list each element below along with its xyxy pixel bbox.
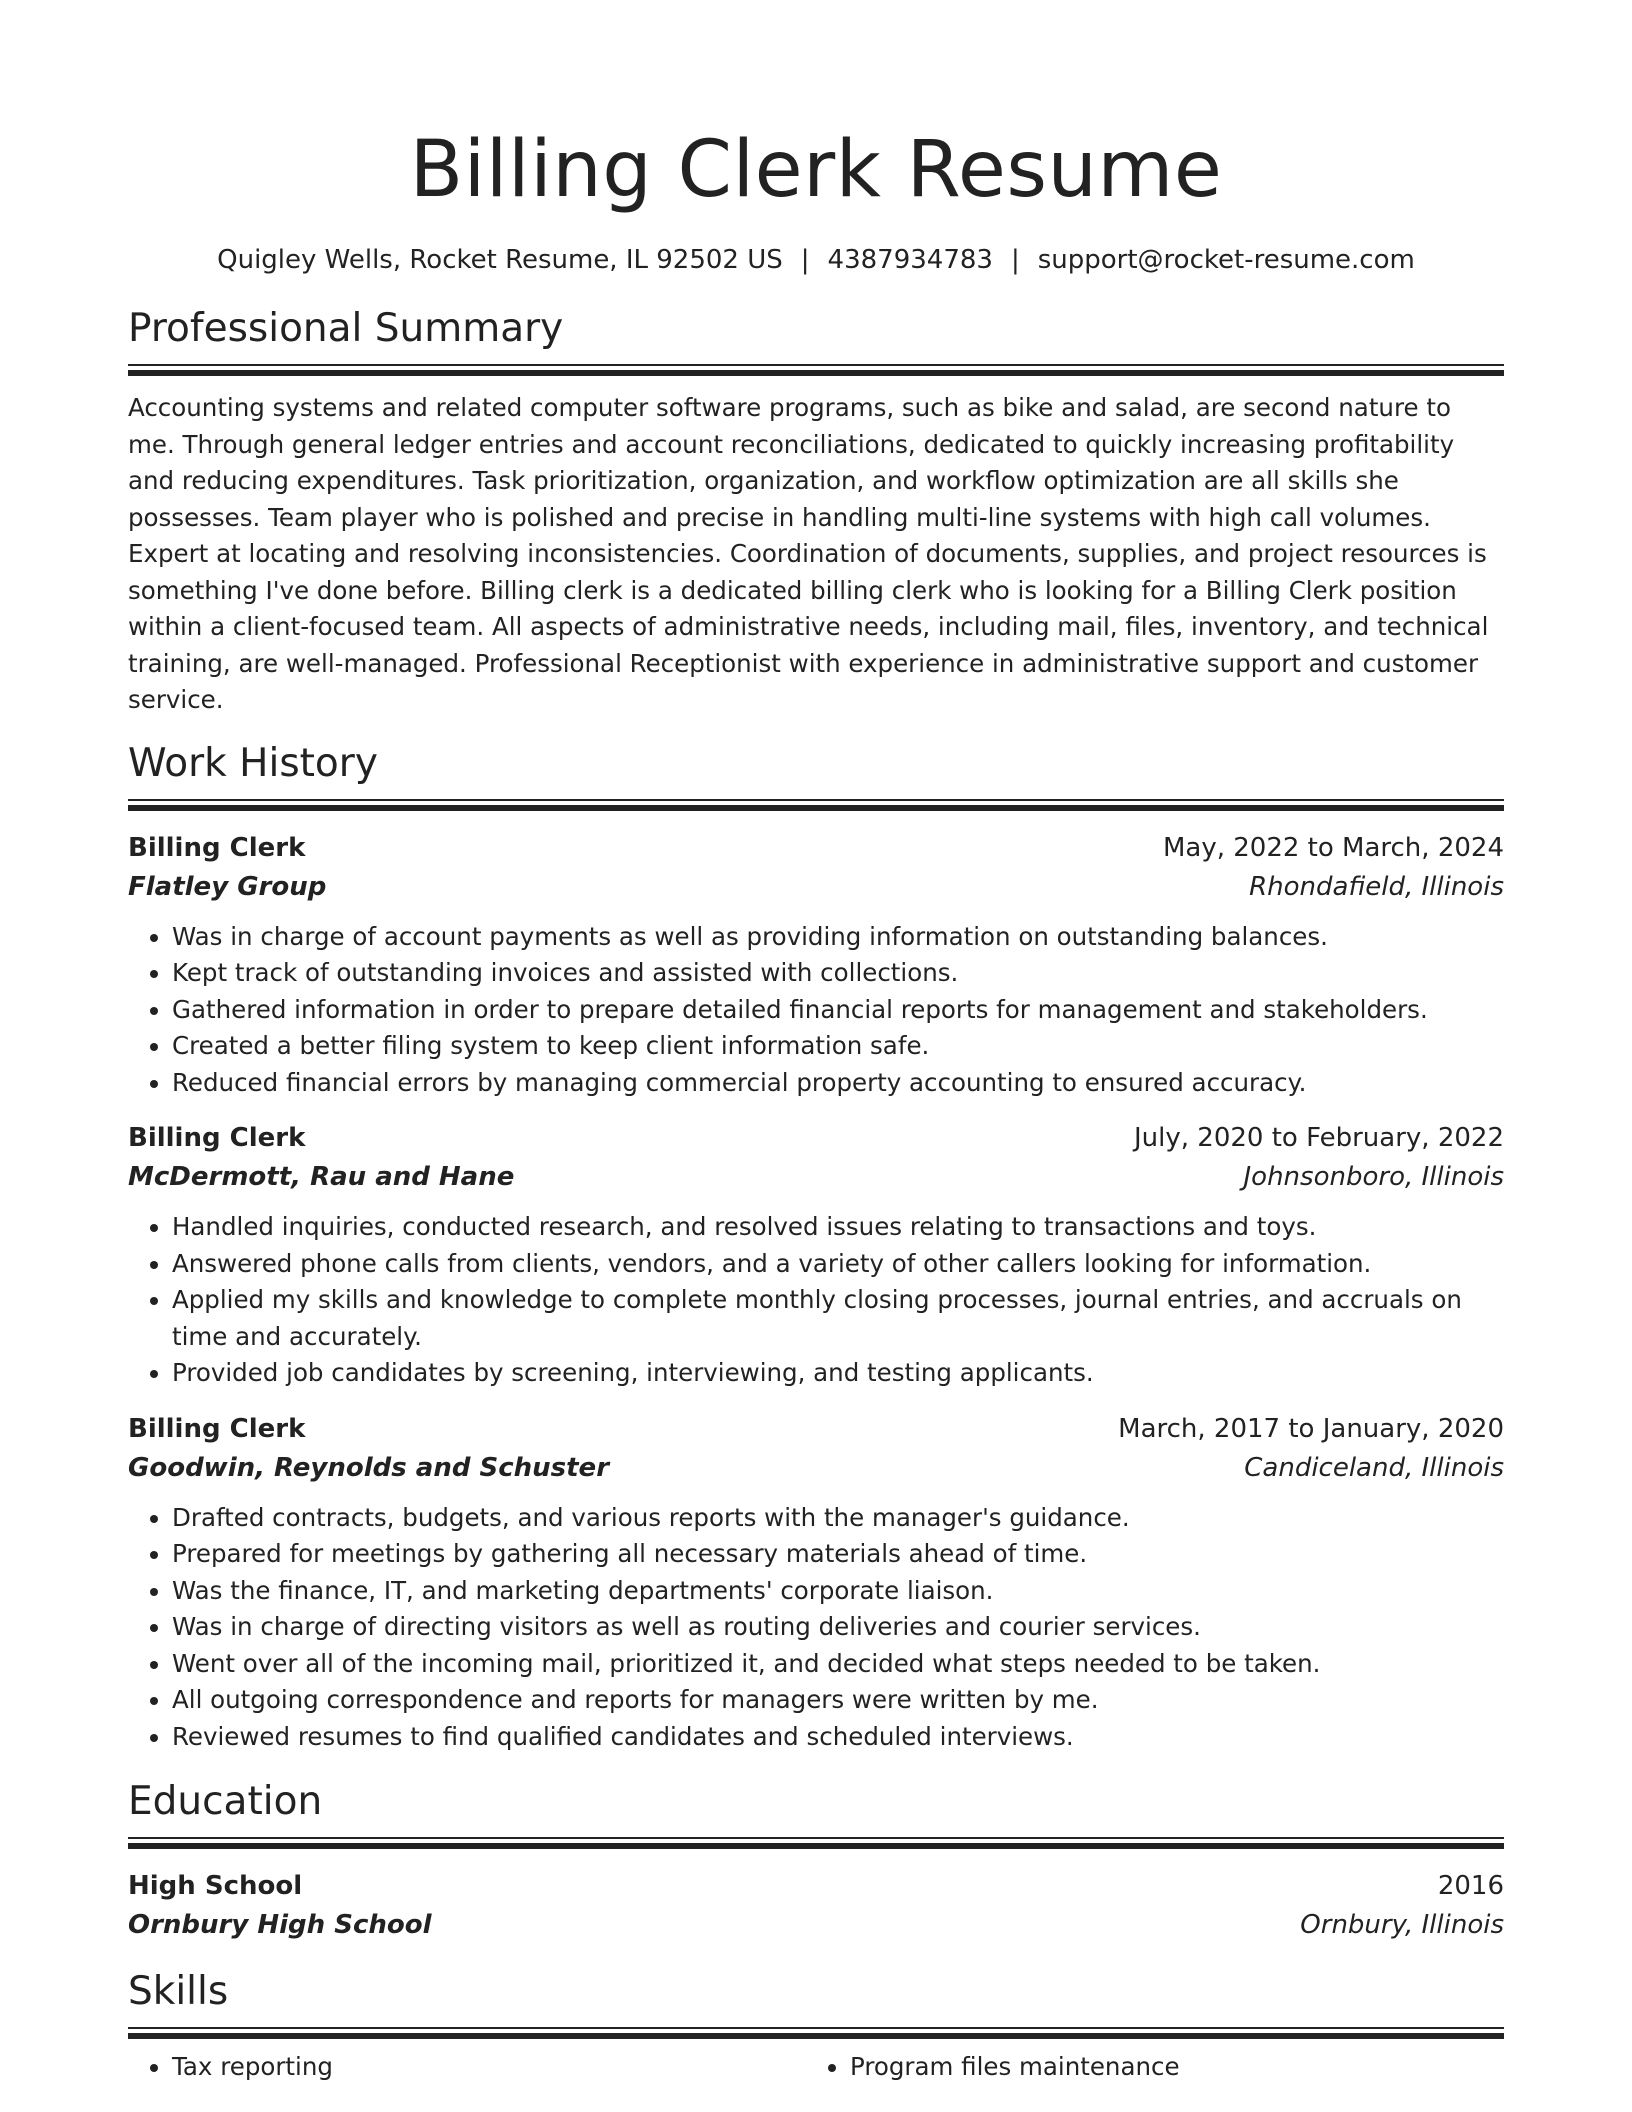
- job-employer: Goodwin, Reynolds and Schuster: [128, 1452, 610, 1483]
- skill-item: • Tax reporting: [172, 2049, 806, 2086]
- contact-email: support@rocket-resume.com: [1037, 245, 1415, 275]
- job-header-row: [128, 1410, 1504, 1449]
- section-divider: [128, 364, 1504, 376]
- job-entry: [128, 1410, 1504, 1756]
- education-school: Ornbury High School: [128, 1910, 432, 1940]
- job-bullet: • Kept track of outstanding invoices and assisted with collections.: [172, 955, 1504, 992]
- section-divider: [128, 1837, 1504, 1849]
- resume-title: Billing Clerk Resume: [409, 125, 1223, 215]
- education-row: [128, 1867, 1504, 1906]
- job-bullet: • Reduced financial errors by managing commercial property accounting to ensured accuracy.: [172, 1065, 1504, 1102]
- job-entry: [128, 1119, 1504, 1392]
- job-bullet: • Created a better filing system to keep client information safe.: [172, 1028, 1504, 1065]
- job-employer: McDermott, Rau and Hane: [128, 1162, 515, 1192]
- education-year: 2016: [1437, 1871, 1504, 1901]
- job-dates: July, 2020 to February, 2022: [1134, 1123, 1504, 1153]
- job-bullet: • Reviewed resumes to find qualified candidates and scheduled interviews.: [172, 1719, 1504, 1756]
- job-dates: March, 2017 to January, 2020: [1118, 1413, 1504, 1444]
- job-dates: May, 2022 to March, 2024: [1162, 832, 1504, 863]
- contact-line: [128, 242, 1504, 278]
- education-entry: [128, 1867, 1504, 1945]
- job-entry: [128, 829, 1504, 1102]
- education-location: Ornbury, Illinois: [1300, 1910, 1504, 1940]
- section-heading-education: Education: [128, 1779, 323, 1824]
- job-title: Billing Clerk: [128, 832, 306, 863]
- section-heading-work: Work History: [128, 740, 378, 786]
- job-bullet-list: [128, 919, 1504, 1102]
- contact-phone: 4387934783: [827, 245, 993, 275]
- job-header-row: [128, 1119, 1504, 1158]
- section-divider: [128, 799, 1504, 811]
- job-bullet: • Handled inquiries, conducted research, and resolved issues relating to transactions and toys.: [172, 1209, 1504, 1246]
- job-bullet-list: [128, 1209, 1504, 1392]
- skills-list-left: [128, 2049, 806, 2086]
- contact-separator: |: [1010, 245, 1020, 275]
- job-bullet: • All outgoing correspondence and reports for managers were written by me.: [172, 1682, 1504, 1719]
- section-divider: [128, 2027, 1504, 2039]
- contact-address: Quigley Wells, Rocket Resume, IL 92502 US: [217, 245, 783, 275]
- job-bullet: • Was the finance, IT, and marketing departments' corporate liaison.: [172, 1573, 1504, 1610]
- job-title: Billing Clerk: [128, 1123, 306, 1153]
- job-list: [128, 829, 1504, 1756]
- job-location: Rhondafield, Illinois: [1249, 871, 1504, 902]
- job-bullet: • Drafted contracts, budgets, and various reports with the manager's guidance.: [172, 1500, 1504, 1537]
- job-header-row: [128, 829, 1504, 868]
- education-section: [128, 1777, 1504, 1945]
- job-bullet: • Provided job candidates by screening, interviewing, and testing applicants.: [172, 1355, 1504, 1392]
- job-bullet: • Prepared for meetings by gathering all necessary materials ahead of time.: [172, 1536, 1504, 1573]
- job-title: Billing Clerk: [128, 1413, 306, 1444]
- skills-section: [128, 1967, 1504, 2086]
- job-location: Johnsonboro, Illinois: [1243, 1162, 1504, 1192]
- job-bullet: • Gathered information in order to prepare detailed financial reports for management and stakeholders.: [172, 992, 1504, 1029]
- job-bullet-list: [128, 1500, 1504, 1756]
- job-bullet: • Went over all of the incoming mail, prioritized it, and decided what steps needed to be taken.: [172, 1646, 1504, 1683]
- section-heading-skills: Skills: [128, 1969, 229, 2014]
- education-row: [128, 1906, 1504, 1945]
- contact-separator: |: [800, 245, 810, 275]
- summary-section: [128, 304, 1504, 719]
- job-location: Candiceland, Illinois: [1244, 1452, 1504, 1483]
- skills-columns: [128, 2049, 1504, 2086]
- skill-item: • Program files maintenance: [850, 2049, 1484, 2086]
- education-degree: High School: [128, 1871, 303, 1901]
- skills-list-right: [806, 2049, 1484, 2086]
- job-employer-row: [128, 1449, 1504, 1488]
- job-bullet: • Was in charge of account payments as well as providing information on outstanding balances.: [172, 919, 1504, 956]
- job-bullet: • Answered phone calls from clients, vendors, and a variety of other callers looking for information.: [172, 1246, 1504, 1283]
- job-employer-row: [128, 1158, 1504, 1197]
- job-bullet: • Was in charge of directing visitors as well as routing deliveries and courier services.: [172, 1609, 1504, 1646]
- job-employer-row: [128, 868, 1504, 907]
- section-heading-summary: Professional Summary: [128, 306, 564, 351]
- job-bullet: • Applied my skills and knowledge to complete monthly closing processes, journal entries, and accruals on time and accurately.: [172, 1282, 1504, 1355]
- work-history-section: [128, 739, 1504, 1756]
- summary-text: Accounting systems and related computer software programs, such as bike and salad, are second nature to me. Through general ledger entries and account reconciliations, dedicated to quickly increasing profitability and reducing expenditures. Task prioritization, organization, and workflow optimization are all skills she possesses. Team player who is polished and precise in handling multi-line systems with high call volumes. Expert at locating and resolving inconsistencies. Coordination of documents, supplies, and project resources is something I've done before. Billing clerk is a dedicated billing clerk who is looking for a Billing Clerk position within a client-focused team. All aspects of administrative needs, including mail, files, inventory, and technical training, are well-managed. Professional Receptionist with experience in administrative support and customer service.: [128, 393, 1489, 714]
- job-employer: Flatley Group: [128, 871, 327, 902]
